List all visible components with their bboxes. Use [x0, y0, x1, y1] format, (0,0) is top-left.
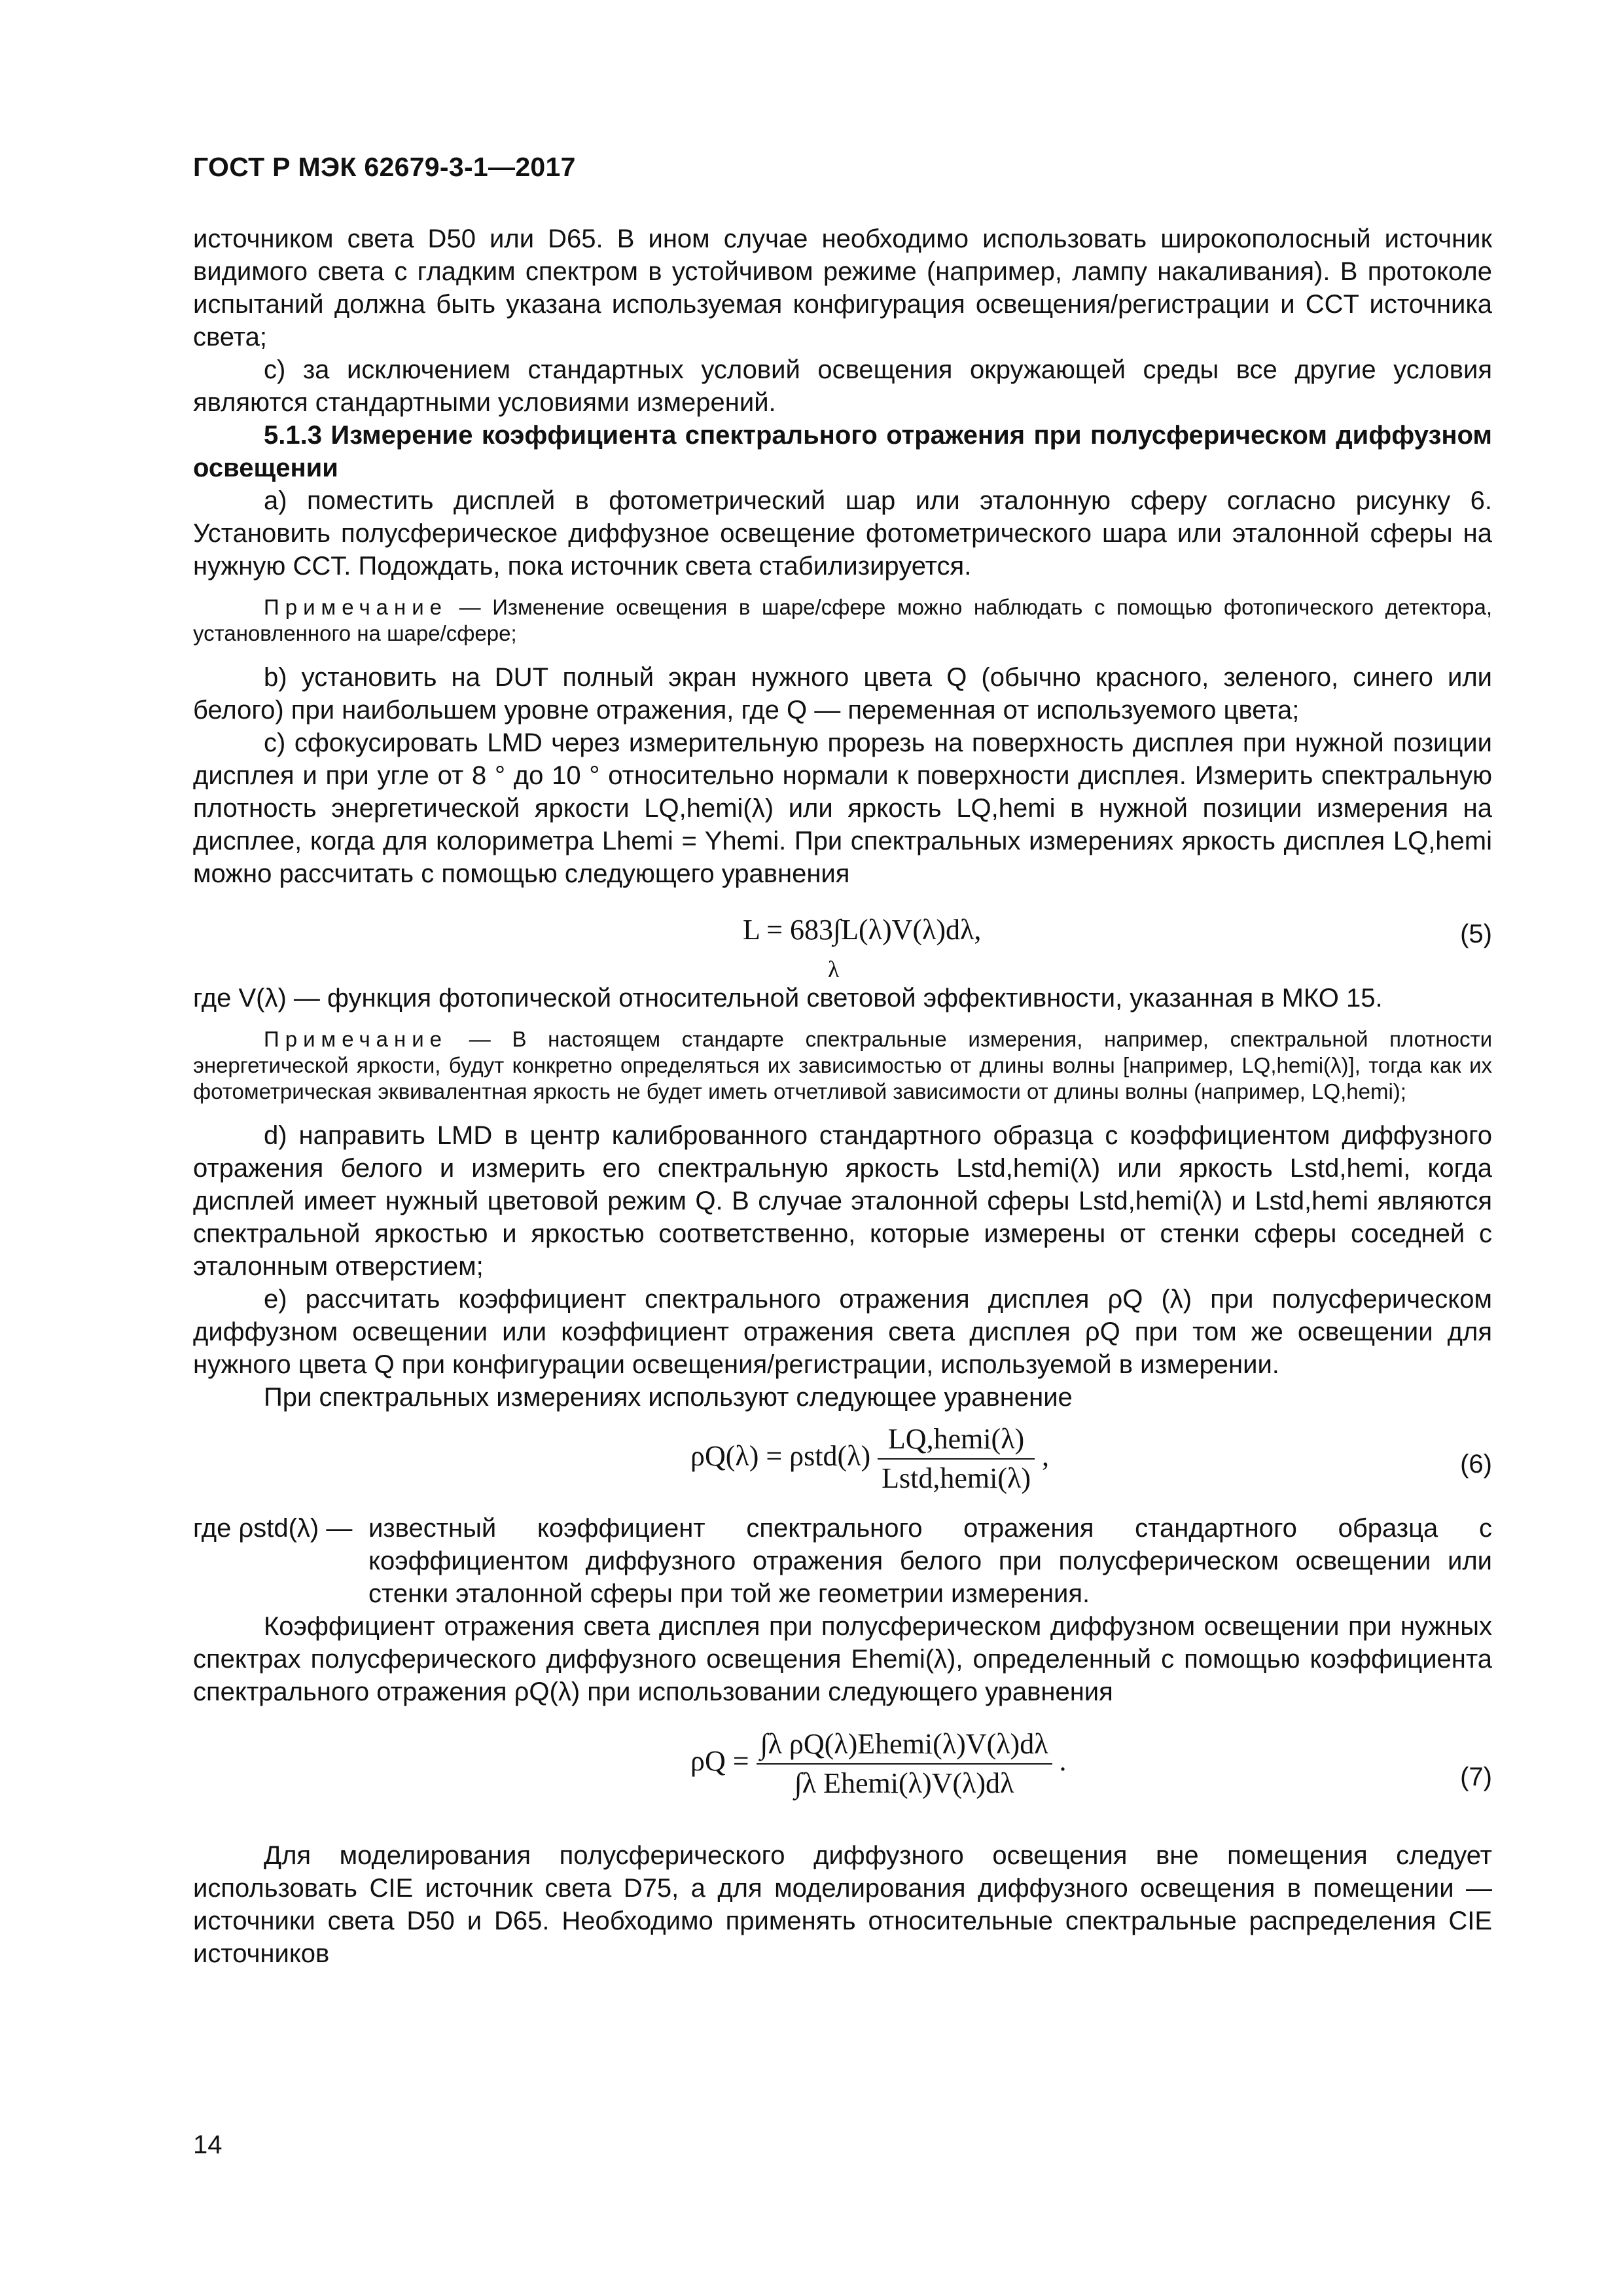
formula-7-fraction: [757, 1728, 1052, 1800]
paragraph-where-v-lambda: где V(λ) — функция фотопической относительной световой эффективности, указанная в МКО 15.: [193, 984, 1383, 1013]
page-header-title: ГОСТ Р МЭК 62679-3-1—2017: [193, 152, 576, 182]
formula-5-integral-subscript: λ: [828, 956, 840, 982]
list-item-a: a) поместить дисплей в фотометрический шар или эталонную сферу согласно рисунку 6. Установить полусферическое диффузное освещение фотометрического шара или эталонной сферы на нужную CCT. Подождать, пока источник света стабилизируется.: [193, 486, 1492, 581]
where-rho-std-text: известный коэффициент спектрального отражения стандартного образца с коэффициентом диффузного отражения белого при полусферическом освещении или стенки эталонной сферы при той же геометрии измерения.: [368, 1514, 1492, 1608]
formula-5-number: (5): [1460, 920, 1492, 948]
formula-5-expression: L = 683∫L(λ)V(λ)dλ,: [743, 914, 982, 946]
formula-7-lhs: ρQ =: [690, 1745, 749, 1778]
note-label: Примечание: [264, 595, 448, 619]
note-2-text: — В настоящем стандарте спектральные измерения, например, спектральной плотности энергетической яркости, будут конкретно определяться их зависимостью от длины волны [например, LQ,hemi(λ)], тогда как их фотометрическая эквивалентная яркость не будет иметь отчетливой зависимости от длины волны (например, LQ,hemi);: [193, 1027, 1493, 1103]
paragraph-light-source: источником света D50 или D65. В ином случае необходимо использовать широкополосный источник видимого света с гладким спектром в устойчивом режиме (например, лампу накаливания). В протоколе испытаний должна быть указана используемая конфигурация освещения/регистрации и CCT источника света;: [193, 224, 1492, 351]
section-heading-5-1-3: 5.1.3 Измерение коэффициента спектрального отражения при полусферическом диффузном освещении: [193, 421, 1492, 482]
formula-7: [193, 1708, 1492, 1839]
note-2: [193, 1026, 1492, 1105]
formula-7-tail: .: [1059, 1745, 1067, 1778]
list-item-e: e) рассчитать коэффициент спектрального отражения дисплея ρQ (λ) при полусферическом диффузном освещении или коэффициент отражения света дисплея ρQ при том же освещении для нужного цвета Q при конфигурации освещения/регистрации, используемой в измерении.: [193, 1285, 1492, 1379]
formula-6: [193, 1414, 1492, 1512]
formula-6-number: (6): [1460, 1450, 1492, 1479]
formula-7-numerator: ∫λ ρQ(λ)Ehemi(λ)V(λ)dλ: [757, 1728, 1052, 1765]
note-1-text: — Изменение освещения в шаре/сфере можно наблюдать с помощью фотопического детектора, установленного на шаре/сфере;: [193, 595, 1493, 645]
paragraph-modeling-illumination: Для моделирования полусферического диффузного освещения вне помещения следует использовать CIE источник света D75, а для моделирования диффузного освещения в помещении — источники света D50 и D65. Необходимо применять относительные спектральные распределения CIE источников: [193, 1841, 1492, 1968]
note-label: Примечание: [264, 1027, 448, 1051]
formula-6-fraction: [878, 1423, 1035, 1495]
list-item-d: d) направить LMD в центр калиброванного стандартного образца с коэффициентом диффузного отражения белого и измерить его спектральную яркость Lstd,hemi(λ) или яркость Lstd,hemi, когда дисплей имеет нужный цветовой режим Q. В случае эталонной сферы Lstd,hemi(λ) и Lstd,hemi являются спектральной яркостью и яркостью соответственно, которые измерены от стенки сферы соседней с эталонным отверстием;: [193, 1121, 1492, 1281]
where-rho-std: [193, 1512, 1492, 1610]
formula-6-lhs: ρQ(λ) = ρstd(λ): [690, 1440, 871, 1473]
paragraph-spectral-equation: При спектральных измерениях используют следующее уравнение: [264, 1383, 1073, 1412]
formula-7-number: (7): [1460, 1763, 1492, 1791]
note-1: [193, 594, 1492, 647]
list-item-c-focus: c) сфокусировать LMD через измерительную прорезь на поверхность дисплея при нужной позиции дисплея и при угле от 8 ° до 10 ° относительно нормали к поверхности дисплея. Измерить спектральную плотность энергетической яркости LQ,hemi(λ) или яркость LQ,hemi в нужной позиции измерения на дисплее, когда для колориметра Lhemi = Yhemi. При спектральных измерениях яркость дисплея LQ,hemi можно рассчитать с помощью следующего уравнения: [193, 728, 1492, 888]
formula-6-denominator: Lstd,hemi(λ): [882, 1462, 1031, 1494]
formula-5: [193, 890, 1492, 982]
paragraph-light-reflection-coefficient: Коэффициент отражения света дисплея при полусферическом диффузном освещении при нужных спектрах полусферического диффузного освещения Ehemi(λ), определенный с помощью коэффициента спектрального отражения ρQ(λ) при использовании следующего уравнения: [193, 1612, 1492, 1706]
formula-6-tail: ,: [1041, 1440, 1049, 1473]
formula-6-numerator: LQ,hemi(λ): [878, 1423, 1035, 1460]
list-item-b: b) установить на DUT полный экран нужного цвета Q (обычно красного, зеленого, синего или белого) при наибольшем уровне отражения, где Q — переменная от используемого цвета;: [193, 663, 1492, 725]
list-item-c-conditions: c) за исключением стандартных условий освещения окружающей среды все другие условия являются стандартными условиями измерений.: [193, 355, 1492, 417]
formula-7-denominator: ∫λ Ehemi(λ)V(λ)dλ: [794, 1767, 1014, 1799]
page-body: [193, 223, 1492, 1970]
page-number: 14: [193, 2130, 223, 2159]
where-rho-std-label: где ρstd(λ) —: [193, 1514, 353, 1543]
